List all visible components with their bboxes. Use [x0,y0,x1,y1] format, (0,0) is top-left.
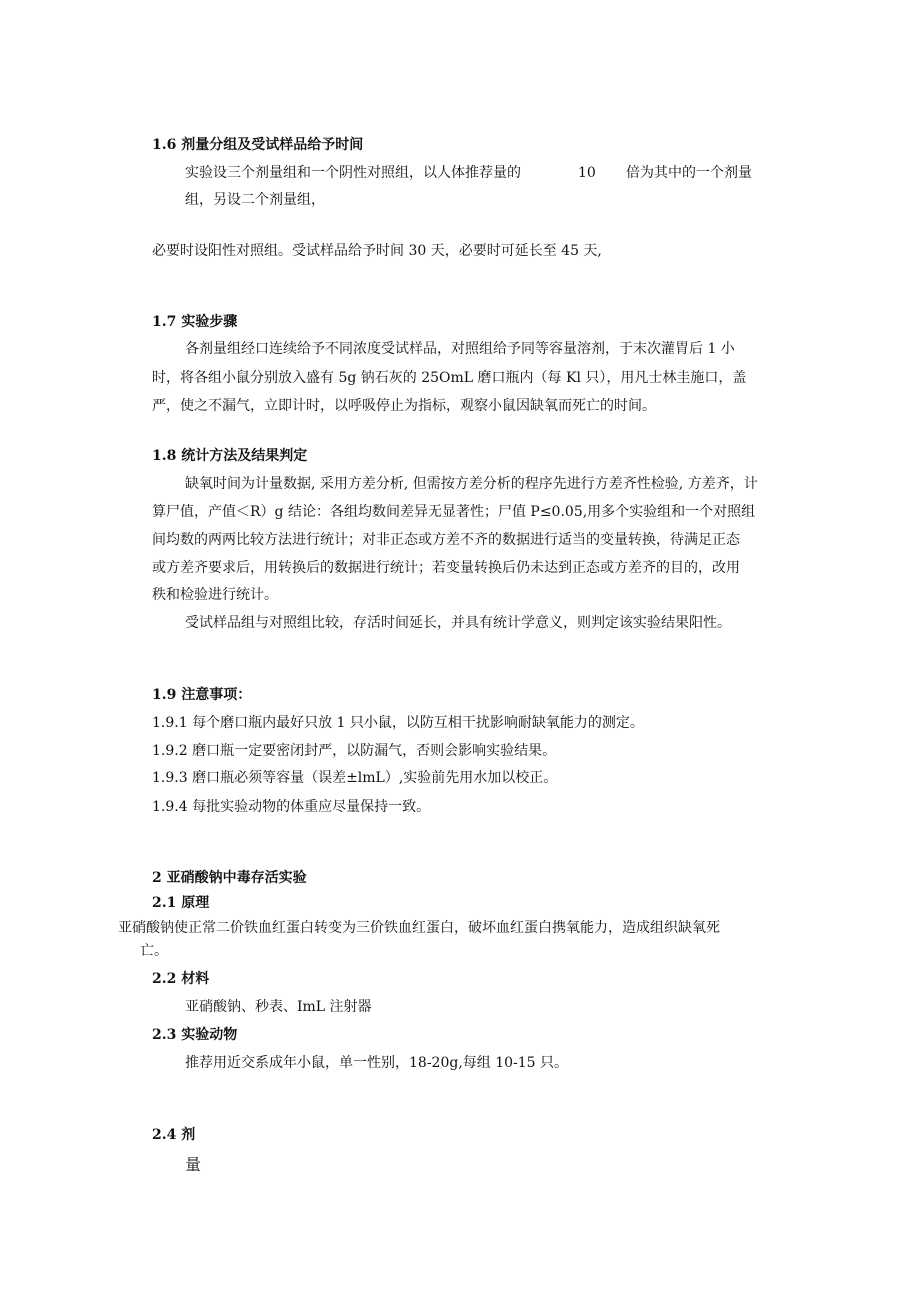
heading-2-2: 2.2 材料 [152,971,210,987]
s22-text: 亚硝酸钠、秒表、ImL 注射器 [185,999,372,1015]
heading-2-4: 2.4 剂 [152,1127,196,1143]
s19-item3: 1.9.3 磨口瓶必须等容量（误差±lmL）,实验前先用水加以校正。 [152,770,558,786]
s23-text: 推荐用近交系成年小鼠，单一性别，18-20g,每组 10-15 只。 [185,1055,569,1071]
s16-line2: 组，另设二个剂量组， [185,192,325,208]
s17-line2: 时，将各组小鼠分别放入盛有 5g 钠石灰的 25OmL 磨口瓶内（每 Kl 只），用凡士林圭施口，盖 [152,370,747,386]
s18-line4: 或方差齐要求后，用转换后的数据进行统计；若变量转换后仍未达到正态或方差齐的目的，改用 [152,560,740,576]
heading-1-6: 1.6 剂量分组及受试样品给予时间 [152,137,364,153]
s16-line1-number: 10 [578,165,596,181]
s19-item2: 1.9.2 磨口瓶一定要密闭封严，以防漏气，否则会影响实验结果。 [152,743,557,759]
s16-line3: 必要时设阳性对照组。受试样品给予时间 30 天，必要时可延长至 45 天, [152,243,602,259]
s17-line1: 各剂量组经口连续给予不同浓度受试样品，对照组给予同等容量溶剂，于末次灌胃后 1 小 [185,341,735,357]
s18-line6: 受试样品组与对照组比较，存活时间延长，并具有统计学意义，则判定该实验结果阳性。 [185,615,731,631]
s16-line1-text: 实验设三个剂量组和一个阴性对照组，以人体推荐量的 [185,165,521,181]
heading-2: 2 亚硝酸钠中毒存活实验 [152,870,307,886]
s19-item1: 1.9.1 每个磨口瓶内最好只放 1 只小鼠，以防互相干扰影响耐缺氧能力的测定。 [152,715,644,731]
s18-line5: 秩和检验进行统计。 [152,587,278,603]
s21-line1: 亚硝酸钠使正常二价铁血红蛋白转变为三价铁血红蛋白，破坏血红蛋白携氧能力，造成组织缺氧死 [118,920,720,936]
s16-line1-tail: 倍为其中的一个剂量 [626,165,752,181]
s24-text: 量 [185,1155,202,1174]
s21-line2: 亡。 [140,943,168,959]
s19-item4: 1.9.4 每批实验动物的体重应尽量保持一致。 [152,799,431,815]
heading-2-1: 2.1 原理 [152,895,210,911]
heading-1-7: 1.7 实验步骤 [152,314,238,330]
heading-2-3: 2.3 实验动物 [152,1027,238,1043]
s17-line3: 严，使之不漏气，立即计时，以呼吸停止为指标，观察小鼠因缺氧而死亡的时间。 [152,398,656,414]
s18-line3: 间均数的两两比较方法进行统计；对非正态或方差不齐的数据进行适当的变量转换，待满足正态 [152,532,740,548]
heading-1-9: 1.9 注意事项： [152,687,252,703]
s18-line1: 缺氧时间为计量数据, 采用方差分析, 但需按方差分析的程序先进行方差齐性检验, 方差齐，计 [185,476,758,492]
heading-1-8: 1.8 统计方法及结果判定 [152,448,308,464]
s18-line2: 算尸值，产值＜R）g 结论：各组均数间差异无显著性；尸值 P≤0.05,用多个实验组和一个对照组 [152,504,756,520]
